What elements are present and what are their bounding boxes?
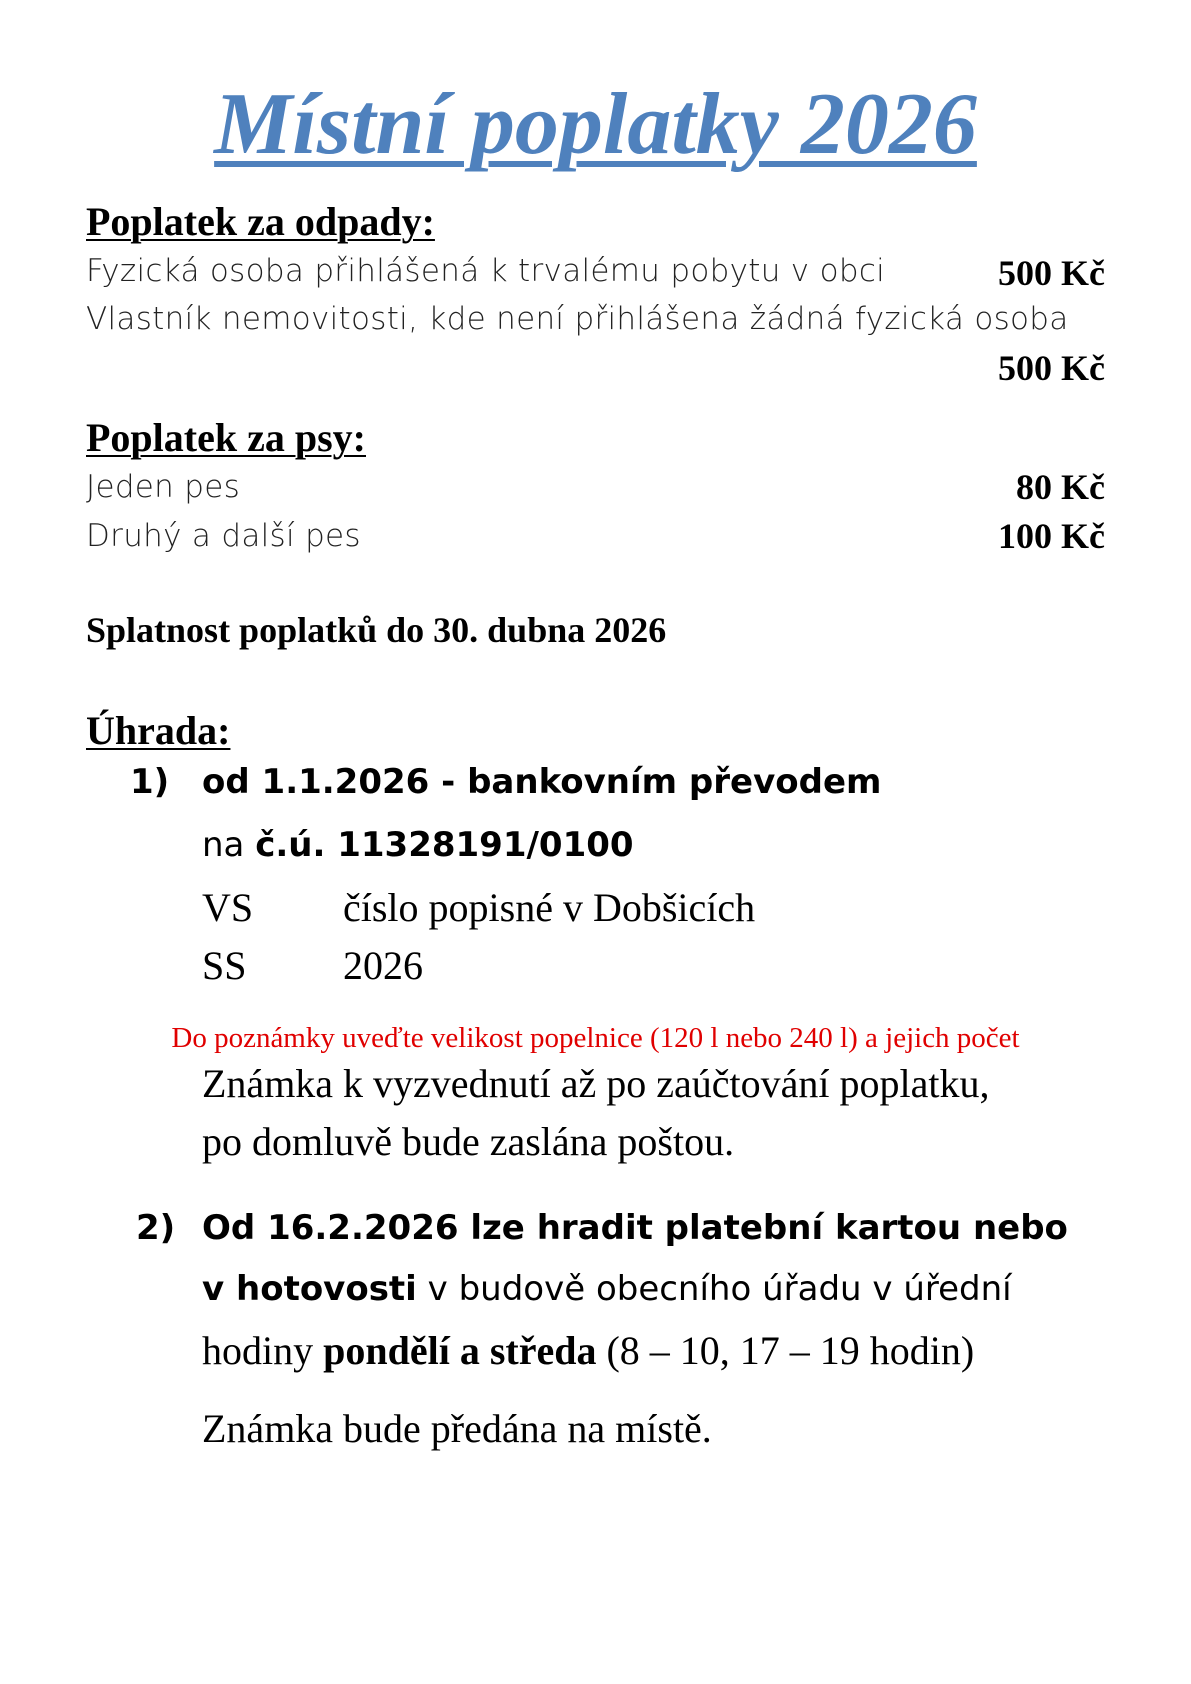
payment-item1-number: 1) <box>130 762 170 802</box>
pickup-text-line1: Známka k vyzvednutí až po zaúčtování poplatku, <box>202 1061 990 1106</box>
payment-item2-number: 2) <box>136 1208 176 1248</box>
office-times: (8 – 10, 17 – 19 hodin) <box>596 1328 975 1373</box>
dog-fee-price-first: 80 Kč <box>1016 467 1105 507</box>
due-date: Splatnost poplatků do 30. dubna 2026 <box>86 610 667 650</box>
bin-size-note: Do poznámky uveďte velikost popelnice (120 l nebo 240 l) a jejich počet <box>171 1022 1020 1054</box>
account-number: č.ú. 11328191/0100 <box>255 825 634 865</box>
stamp-handover-text: Známka bude předána na místě. <box>202 1406 712 1451</box>
waste-fee-price-owner: 500 Kč <box>998 348 1105 388</box>
waste-fee-line-owner: Vlastník nemovitosti, kde není přihlášena žádná fyzická osoba <box>86 301 1069 337</box>
ss-value: 2026 <box>343 943 423 988</box>
page-title: Místní poplatky 2026 <box>214 76 977 173</box>
dog-fee-line-first: Jeden pes <box>86 469 241 505</box>
office-days: pondělí a středa <box>323 1328 597 1373</box>
waste-fee-price-resident: 500 Kč <box>998 253 1105 293</box>
waste-fee-line-resident: Fyzická osoba přihlášená k trvalému pobytu v obci <box>86 253 886 289</box>
payment-item2-card: Od 16.2.2026 lze hradit platební kartou nebo <box>202 1208 1068 1248</box>
vs-label: VS <box>202 885 254 930</box>
waste-fee-heading: Poplatek za odpady: <box>86 199 435 244</box>
payment-heading: Úhrada: <box>86 708 231 753</box>
payment-item1-bank-transfer: od 1.1.2026 - bankovním převodem <box>202 762 882 802</box>
office-location: v budově obecního úřadu v úřední <box>416 1269 1012 1309</box>
office-hours-prefix: hodiny <box>202 1328 324 1373</box>
dog-fee-price-additional: 100 Kč <box>998 516 1105 556</box>
ss-label: SS <box>202 943 247 988</box>
pickup-text-line2: po domluvě bude zaslána poštou. <box>202 1119 735 1164</box>
dog-fee-line-additional: Druhý a další pes <box>86 518 361 554</box>
account-prefix: na <box>202 825 256 865</box>
payment-account-line <box>202 825 634 865</box>
office-hours-line <box>202 1327 974 1374</box>
vs-value: číslo popisné v Dobšicích <box>343 885 756 930</box>
cash-bold: v hotovosti <box>202 1269 417 1309</box>
payment-item2-line2 <box>202 1269 1012 1309</box>
dog-fee-heading: Poplatek za psy: <box>86 415 366 460</box>
